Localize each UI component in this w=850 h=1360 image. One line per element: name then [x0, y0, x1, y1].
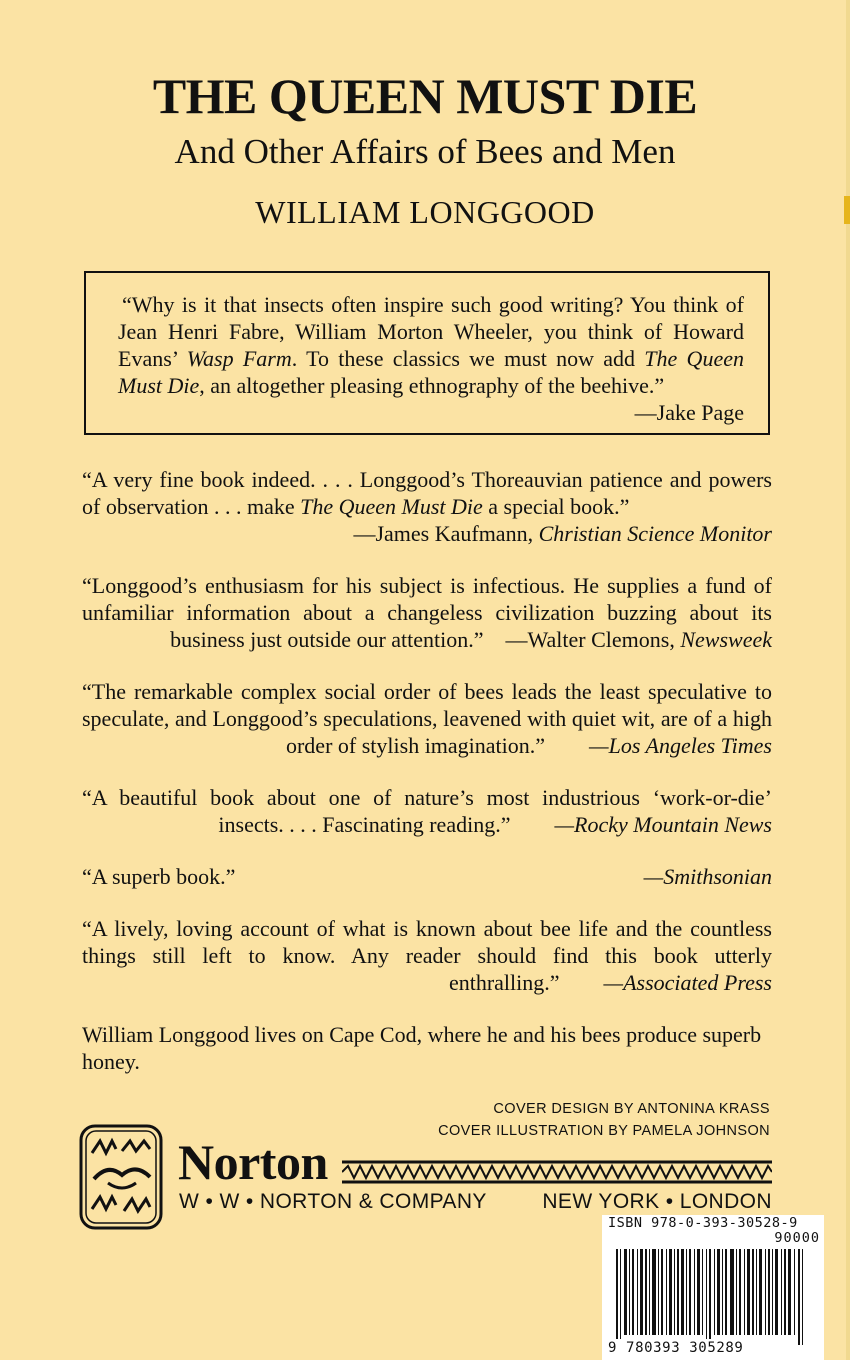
book-title: THE QUEEN MUST DIE	[152, 68, 698, 124]
barcode-panel	[602, 1215, 824, 1360]
cover-header	[0, 66, 850, 232]
review-attribution: —Rocky Mountain News	[554, 812, 772, 837]
review-attribution: —Associated Press	[603, 970, 772, 995]
publisher-line	[179, 1188, 772, 1216]
author-bio: William Longgood lives on Cape Cod, where he and his bees produce superb honey.	[82, 1022, 762, 1074]
review-text: “A lively, loving account of what is known about bee life and the countless things still left to know. Any reader should find this book utterly enthralling.” —Associated Press	[82, 916, 772, 995]
review-text: “A very fine book indeed. . . . Longgood’s Thoreauvian patience and powers of observation . . . make The Queen Must Die a special book.”	[82, 467, 772, 519]
norton-seagull-logo-icon	[78, 1123, 164, 1231]
featured-quote-box	[84, 271, 770, 435]
review-item	[82, 466, 772, 547]
reviews-list	[82, 466, 772, 1075]
review-attribution: —Los Angeles Times	[589, 733, 772, 758]
ean-number: 9 780393 305289	[608, 1340, 744, 1356]
review-item	[82, 572, 772, 653]
review-text: “The remarkable complex social order of bees leads the least speculative to speculate, and Longgood’s speculations, leavened with quiet wit, are of a high order of stylish imagination.” —Los Angeles Times	[82, 679, 772, 758]
publisher-name: W • W • NORTON & COMPANY	[179, 1190, 487, 1213]
cover-design-credit: COVER DESIGN BY ANTONINA KRASS	[493, 1101, 770, 1117]
review-attribution: —James Kaufmann, Christian Science Monitor	[353, 521, 772, 546]
review-attribution: —Smithsonian	[643, 864, 772, 889]
review-item	[82, 678, 772, 759]
cover-credits	[438, 1098, 770, 1142]
review-attribution: —Walter Clemons, Newsweek	[505, 627, 772, 652]
featured-quote-attribution: —Jake Page	[634, 400, 744, 425]
review-text: “A superb book.”	[82, 864, 236, 889]
norton-wordmark: Norton	[178, 1134, 328, 1190]
decorative-border	[342, 1158, 772, 1186]
barcode-bars	[608, 1247, 818, 1351]
featured-quote-text: “Why is it that insects often inspire such good writing? You think of Jean Henri Fabre, William Morton Wheeler, you think of Howard Evans’ Wasp Farm. To these classics we must now add The Queen Must Die, an altogether pleasing ethnography of the beehive.”	[118, 292, 744, 398]
review-text: “A beautiful book about one of nature’s most industrious ‘work-or-die’ insects. . . . Fascinating reading.” —Rocky Mountain News	[82, 785, 772, 837]
book-subtitle: And Other Affairs of Bees and Men	[174, 132, 676, 171]
price-code: 90000	[774, 1230, 820, 1246]
review-item	[82, 863, 772, 890]
review-text: “Longgood’s enthusiasm for his subject is infectious. He supplies a fund of unfamiliar information about a changeless civilization buzzing about its business just outside our attention.” —Walter Clemons, Newsweek	[82, 573, 772, 652]
review-item	[82, 915, 772, 996]
publisher-cities: NEW YORK • LONDON	[542, 1190, 772, 1213]
cover-illustration-credit: COVER ILLUSTRATION BY PAMELA JOHNSON	[438, 1123, 770, 1139]
isbn-text: ISBN 978-0-393-30528-9	[608, 1215, 798, 1231]
review-item	[82, 784, 772, 838]
book-author: WILLIAM LONGGOOD	[255, 194, 595, 230]
